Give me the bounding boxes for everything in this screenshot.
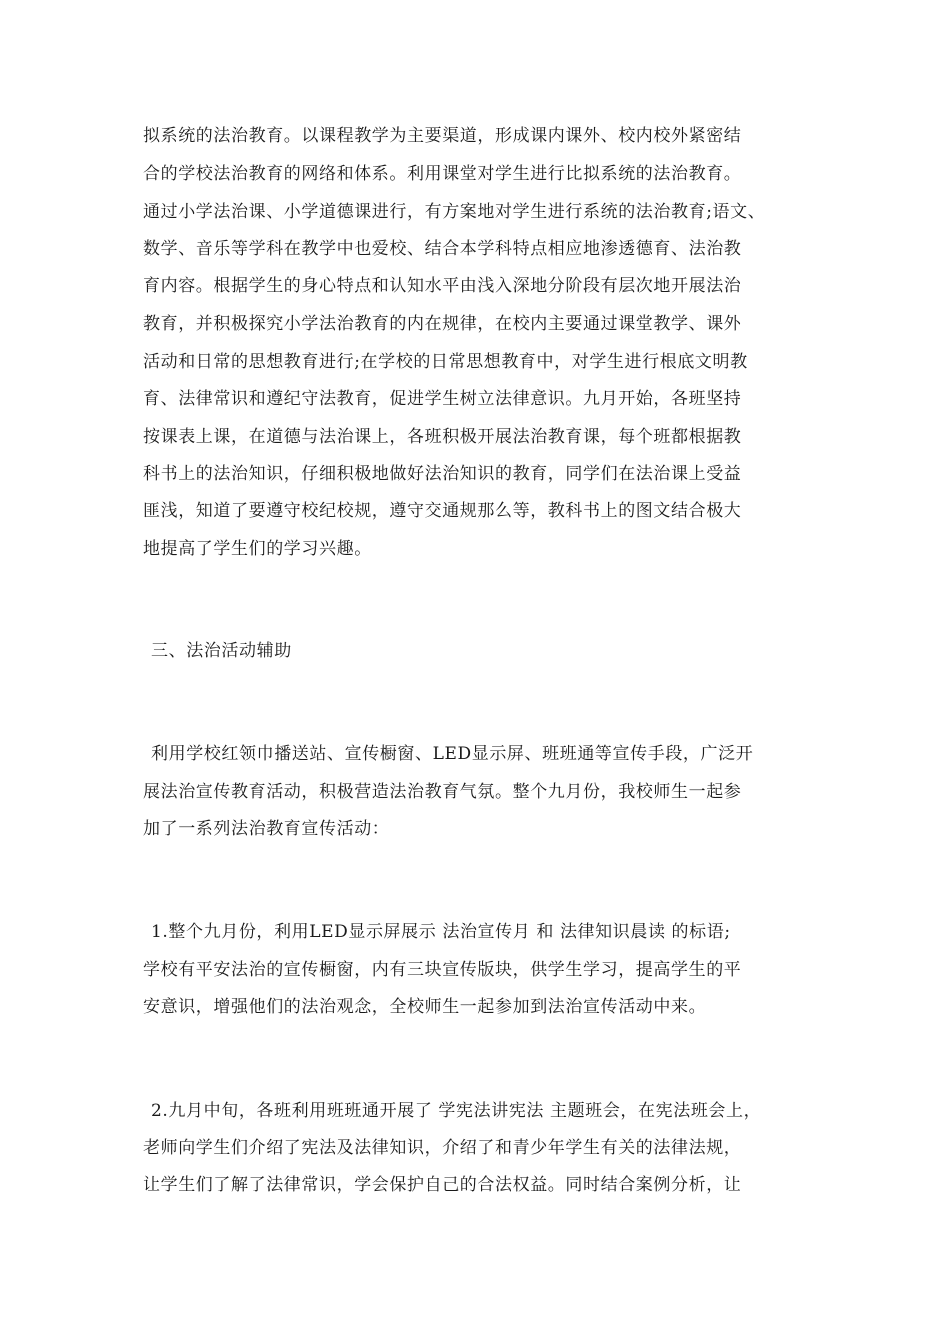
text-line: 地提高了学生们的学习兴趣。 [143,539,372,559]
text-line: 育、法律常识和遵纪守法教育，促进学生树立法律意识。九月开始，各班坚持 [143,389,742,409]
text-line: 合的学校法治教育的网络和体系。利用课堂对学生进行比拟系统的法治教育。 [143,164,742,184]
text-line: 安意识，增强他们的法治观念，全校师生一起参加到法治宣传活动中来。 [143,997,707,1017]
text-line: 2.九月中旬，各班利用班班通开展了 学宪法讲宪法 主题班会，在宪法班会上， [151,1101,762,1121]
text-line: 育内容。根据学生的身心特点和认知水平由浅入深地分阶段有层次地开展法治 [143,276,742,296]
text-line: 通过小学法治课、小学道德课进行，有方案地对学生进行系统的法治教育;语文、 [143,202,766,222]
text-line: 匪浅，知道了要遵守校纪校规，遵守交通规那么等，教科书上的图文结合极大 [143,501,742,521]
text-line: 活动和日常的思想教育进行;在学校的日常思想教育中，对学生进行根底文明教 [143,352,748,372]
text-line: 1.整个九月份，利用LED显示屏展示 法治宣传月 和 法律知识晨读 的标语; [151,922,731,942]
text-line: 展法治宣传教育活动，积极营造法治教育气氛。整个九月份，我校师生一起参 [143,782,742,802]
text-line: 加了一系列法治教育宣传活动： [143,819,390,839]
text-line: 拟系统的法治教育。以课程教学为主要渠道，形成课内课外、校内校外紧密结 [143,126,742,146]
text-line: 老师向学生们介绍了宪法及法律知识，介绍了和青少年学生有关的法律法规， [143,1138,742,1158]
text-line: 按课表上课，在道德与法治课上，各班积极开展法治教育课，每个班都根据教 [143,427,742,447]
text-line: 教育，并积极探究小学法治教育的内在规律，在校内主要通过课堂教学、课外 [143,314,742,334]
text-line: 利用学校红领巾播送站、宣传橱窗、LED显示屏、班班通等宣传手段，广泛开 [151,744,754,764]
text-line: 科书上的法治知识，仔细积极地做好法治知识的教育，同学们在法治课上受益 [143,464,742,484]
section-heading: 三、法治活动辅助 [151,641,292,661]
text-line: 数学、音乐等学科在教学中也爱校、结合本学科特点相应地渗透德育、法治教 [143,239,742,259]
text-line: 学校有平安法治的宣传橱窗，内有三块宣传版块，供学生学习，提高学生的平 [143,960,742,980]
text-line: 让学生们了解了法律常识，学会保护自己的合法权益。同时结合案例分析，让 [143,1175,742,1195]
